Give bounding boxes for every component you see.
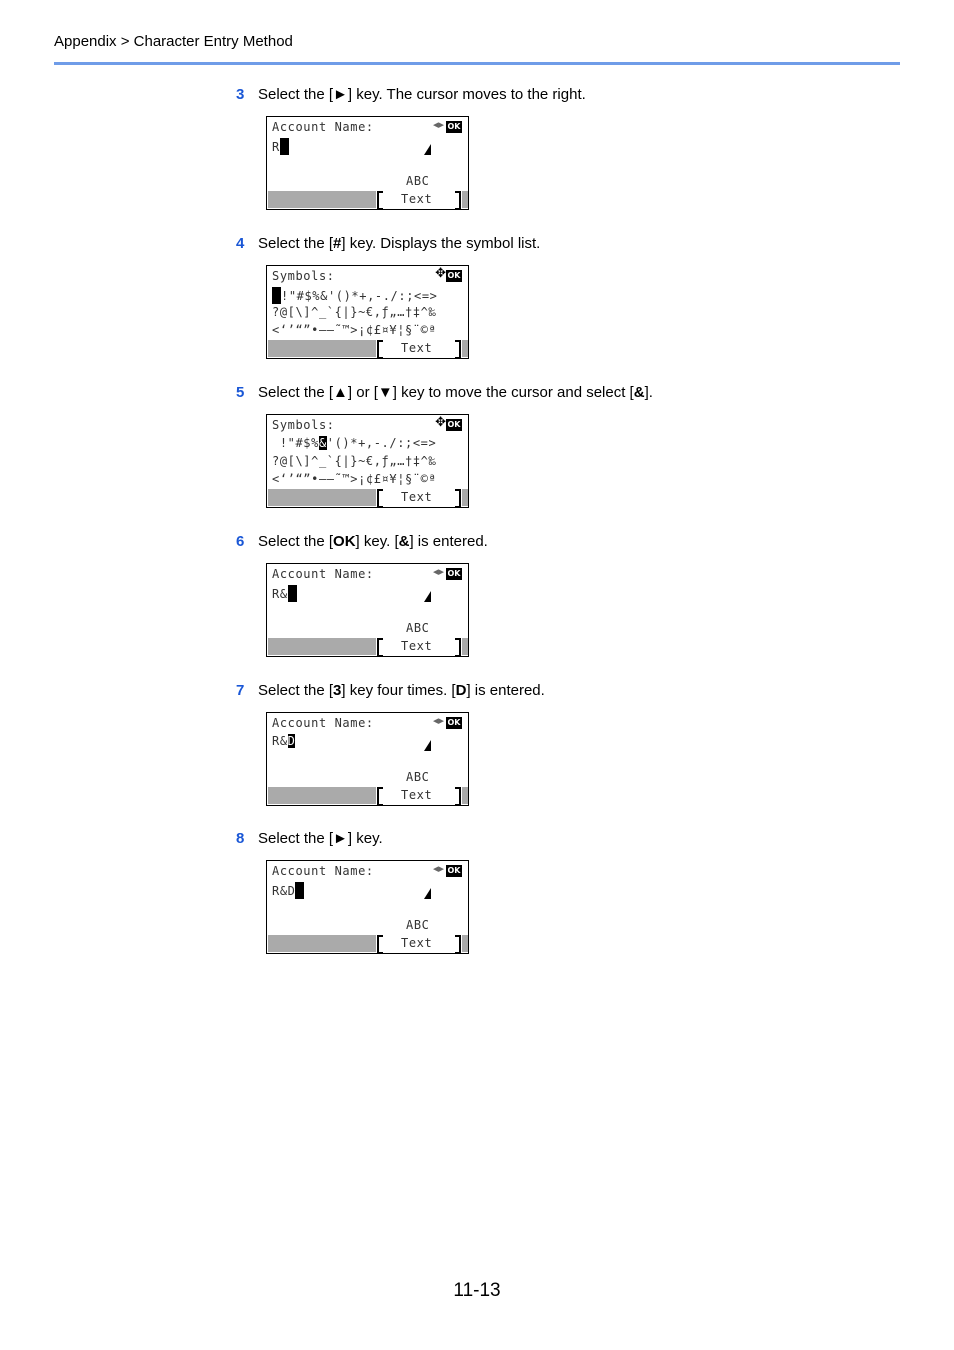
text-cursor bbox=[288, 585, 297, 602]
four-way-nav-icon: ✥ bbox=[435, 266, 446, 281]
page-number: 11-13 bbox=[453, 1280, 501, 1301]
key-name: D bbox=[455, 682, 467, 699]
selected-symbol: & bbox=[318, 436, 327, 450]
entry-line: R&D bbox=[272, 734, 296, 748]
step-instruction: 6 Select the [OK] key. [&] is entered. bbox=[236, 533, 488, 550]
panel-title: Account Name: bbox=[272, 120, 374, 134]
key-name: 3 bbox=[333, 682, 342, 699]
step-number: 6 bbox=[236, 533, 245, 550]
step-instruction: 7 Select the [3] key four times. [D] is entered. bbox=[236, 682, 545, 699]
key-name: ► bbox=[333, 830, 348, 847]
ok-icon: OK bbox=[447, 271, 461, 280]
arrow-nav-icon: ◂▸ bbox=[432, 714, 444, 727]
input-mode-label: ABC bbox=[406, 770, 430, 784]
key-name: # bbox=[333, 235, 342, 252]
panel-title: Account Name: bbox=[272, 864, 374, 878]
panel-title: Symbols: bbox=[272, 418, 335, 432]
arrow-nav-icon: ◂▸ bbox=[432, 862, 444, 875]
ok-icon: OK bbox=[447, 718, 461, 727]
step-4 bbox=[236, 235, 540, 359]
key-name: ▼ bbox=[377, 384, 393, 401]
input-mode-label: ABC bbox=[406, 621, 430, 635]
step-6 bbox=[236, 533, 488, 657]
softkey-text-label: Text bbox=[401, 192, 433, 206]
softkey-bar bbox=[267, 787, 468, 804]
step-instruction: 8 Select the [►] key. bbox=[236, 830, 383, 847]
symbol-row-3: <‘’“”•––˜™>¡¢£¤¥¦§¨©ª bbox=[272, 472, 437, 486]
arrow-nav-icon: ◂▸ bbox=[432, 565, 444, 578]
key-name: & bbox=[633, 384, 645, 401]
signal-icon bbox=[424, 591, 431, 602]
ok-icon: OK bbox=[447, 122, 461, 131]
step-number: 7 bbox=[236, 682, 245, 699]
step-number: 5 bbox=[236, 384, 245, 401]
step-number: 4 bbox=[236, 235, 245, 252]
softkey-text-label: Text bbox=[401, 341, 433, 355]
input-mode-label: ABC bbox=[406, 174, 430, 188]
signal-icon bbox=[424, 888, 431, 899]
key-name: OK bbox=[333, 533, 356, 550]
signal-icon bbox=[424, 740, 431, 751]
lcd-panel bbox=[266, 860, 469, 954]
symbol-row-2: ?@[\]^_`{|}~€,ƒ„…†‡^‰ bbox=[272, 305, 437, 319]
key-name: & bbox=[398, 533, 410, 550]
step-5 bbox=[236, 384, 653, 508]
ok-icon: OK bbox=[447, 420, 461, 429]
step-instruction: 3 Select the [►] key. The cursor moves to the right. bbox=[236, 86, 586, 103]
cursor-char: D bbox=[287, 734, 296, 748]
text-cursor bbox=[280, 138, 289, 155]
ok-icon: OK bbox=[447, 569, 461, 578]
text-cursor bbox=[295, 882, 304, 899]
key-name: ▲ bbox=[333, 384, 348, 401]
entry-line: R&D bbox=[272, 882, 304, 899]
ok-icon: OK bbox=[447, 866, 461, 875]
header-divider bbox=[54, 62, 900, 65]
softkey-text-label: Text bbox=[401, 936, 433, 950]
step-number: 3 bbox=[236, 86, 245, 103]
step-number: 8 bbox=[236, 830, 245, 847]
softkey-text-label: Text bbox=[401, 639, 433, 653]
key-name: ► bbox=[333, 86, 348, 103]
softkey-bar bbox=[267, 935, 468, 952]
lcd-panel bbox=[266, 712, 469, 806]
panel-title: Account Name: bbox=[272, 716, 374, 730]
symbol-row-1: !"#$%&'()*+,-./:;<=> bbox=[272, 436, 437, 450]
softkey-text-label: Text bbox=[401, 490, 433, 504]
input-mode-label: ABC bbox=[406, 918, 430, 932]
lcd-panel bbox=[266, 116, 469, 210]
step-instruction: 4 Select the [#] key. Displays the symbol list. bbox=[236, 235, 541, 252]
softkey-bar bbox=[267, 489, 468, 506]
signal-icon bbox=[424, 144, 431, 155]
step-instruction: 5 Select the [▲] or [▼] key to move the cursor and select [&]. bbox=[236, 384, 653, 401]
arrow-nav-icon: ◂▸ bbox=[432, 118, 444, 131]
panel-title: Symbols: bbox=[272, 269, 335, 283]
text-cursor bbox=[272, 287, 281, 304]
softkey-bar bbox=[267, 191, 468, 208]
step-3 bbox=[236, 86, 586, 210]
symbol-row-1: !"#$%&'()*+,-./:;<=> bbox=[272, 287, 438, 304]
lcd-panel bbox=[266, 414, 469, 508]
step-7 bbox=[236, 682, 545, 806]
lcd-panel bbox=[266, 265, 469, 359]
softkey-bar bbox=[267, 340, 468, 357]
lcd-panel bbox=[266, 563, 469, 657]
softkey-bar bbox=[267, 638, 468, 655]
entry-line: R& bbox=[272, 585, 297, 602]
step-8 bbox=[236, 830, 469, 954]
panel-title: Account Name: bbox=[272, 567, 374, 581]
symbol-row-2: ?@[\]^_`{|}~€,ƒ„…†‡^‰ bbox=[272, 454, 437, 468]
softkey-text-label: Text bbox=[401, 788, 433, 802]
breadcrumb: Appendix > Character Entry Method bbox=[54, 33, 293, 50]
four-way-nav-icon: ✥ bbox=[435, 415, 446, 430]
symbol-row-3: <‘’“”•––˜™>¡¢£¤¥¦§¨©ª bbox=[272, 323, 437, 337]
entry-line: R bbox=[272, 138, 289, 155]
